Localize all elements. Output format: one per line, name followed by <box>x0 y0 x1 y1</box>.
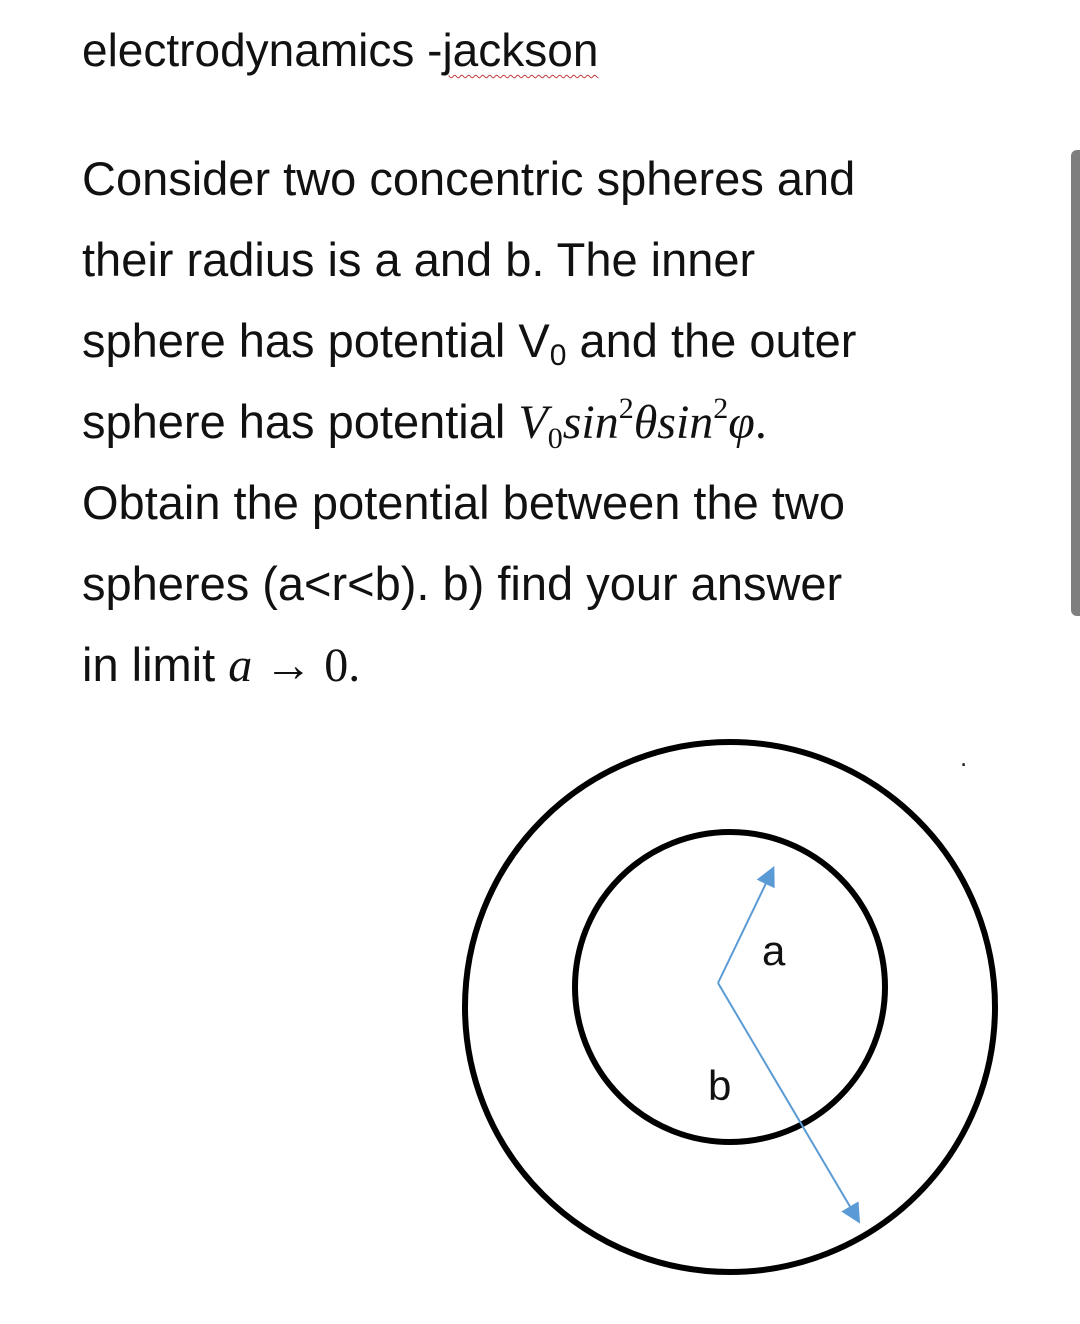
formula-square-phi: 2 <box>713 392 729 425</box>
problem-line-3 <box>82 300 1012 381</box>
line4-text-before: sphere has potential <box>82 395 519 448</box>
problem-line-6: spheres (a<r<b). b) find your answer <box>82 557 843 610</box>
title-author-underlined: jackson <box>442 24 599 76</box>
corner-mark: . <box>960 742 968 772</box>
formula-v: V <box>518 396 548 449</box>
line7-text-before: in limit <box>82 638 229 691</box>
limit-expression: → 0. <box>252 639 361 692</box>
formula-phi: φ <box>728 396 755 449</box>
concentric-spheres-diagram <box>440 725 1020 1285</box>
line3-text-after: and the outer <box>566 314 857 367</box>
problem-line-5: Obtain the potential between the two <box>82 476 845 529</box>
limit-variable: a <box>228 639 253 692</box>
label-b: b <box>708 1062 732 1109</box>
label-a: a <box>762 927 786 974</box>
problem-line-2: their radius is a and b. The inner <box>82 233 756 286</box>
problem-statement <box>82 138 1012 705</box>
formula-sin-theta: sin <box>562 396 619 449</box>
diagram-svg <box>440 725 1020 1285</box>
scrollbar-thumb[interactable] <box>1071 150 1080 616</box>
problem-line-1: Consider two concentric spheres and <box>82 152 856 205</box>
formula-sin-phi: sin <box>657 396 714 449</box>
line3-text-before: sphere has potential V <box>82 314 550 367</box>
line3-subscript: 0 <box>549 339 567 372</box>
outer-sphere-circle <box>465 742 995 1272</box>
formula-theta: θ <box>633 396 658 449</box>
title-text: electrodynamics - <box>82 24 443 76</box>
document-title <box>82 22 598 78</box>
formula-subscript: 0 <box>547 422 563 455</box>
problem-line-7 <box>82 624 1012 705</box>
problem-line-4 <box>82 381 1012 462</box>
outer-potential-formula <box>518 392 755 455</box>
formula-square-theta: 2 <box>618 392 634 425</box>
line4-period: . <box>754 396 767 449</box>
